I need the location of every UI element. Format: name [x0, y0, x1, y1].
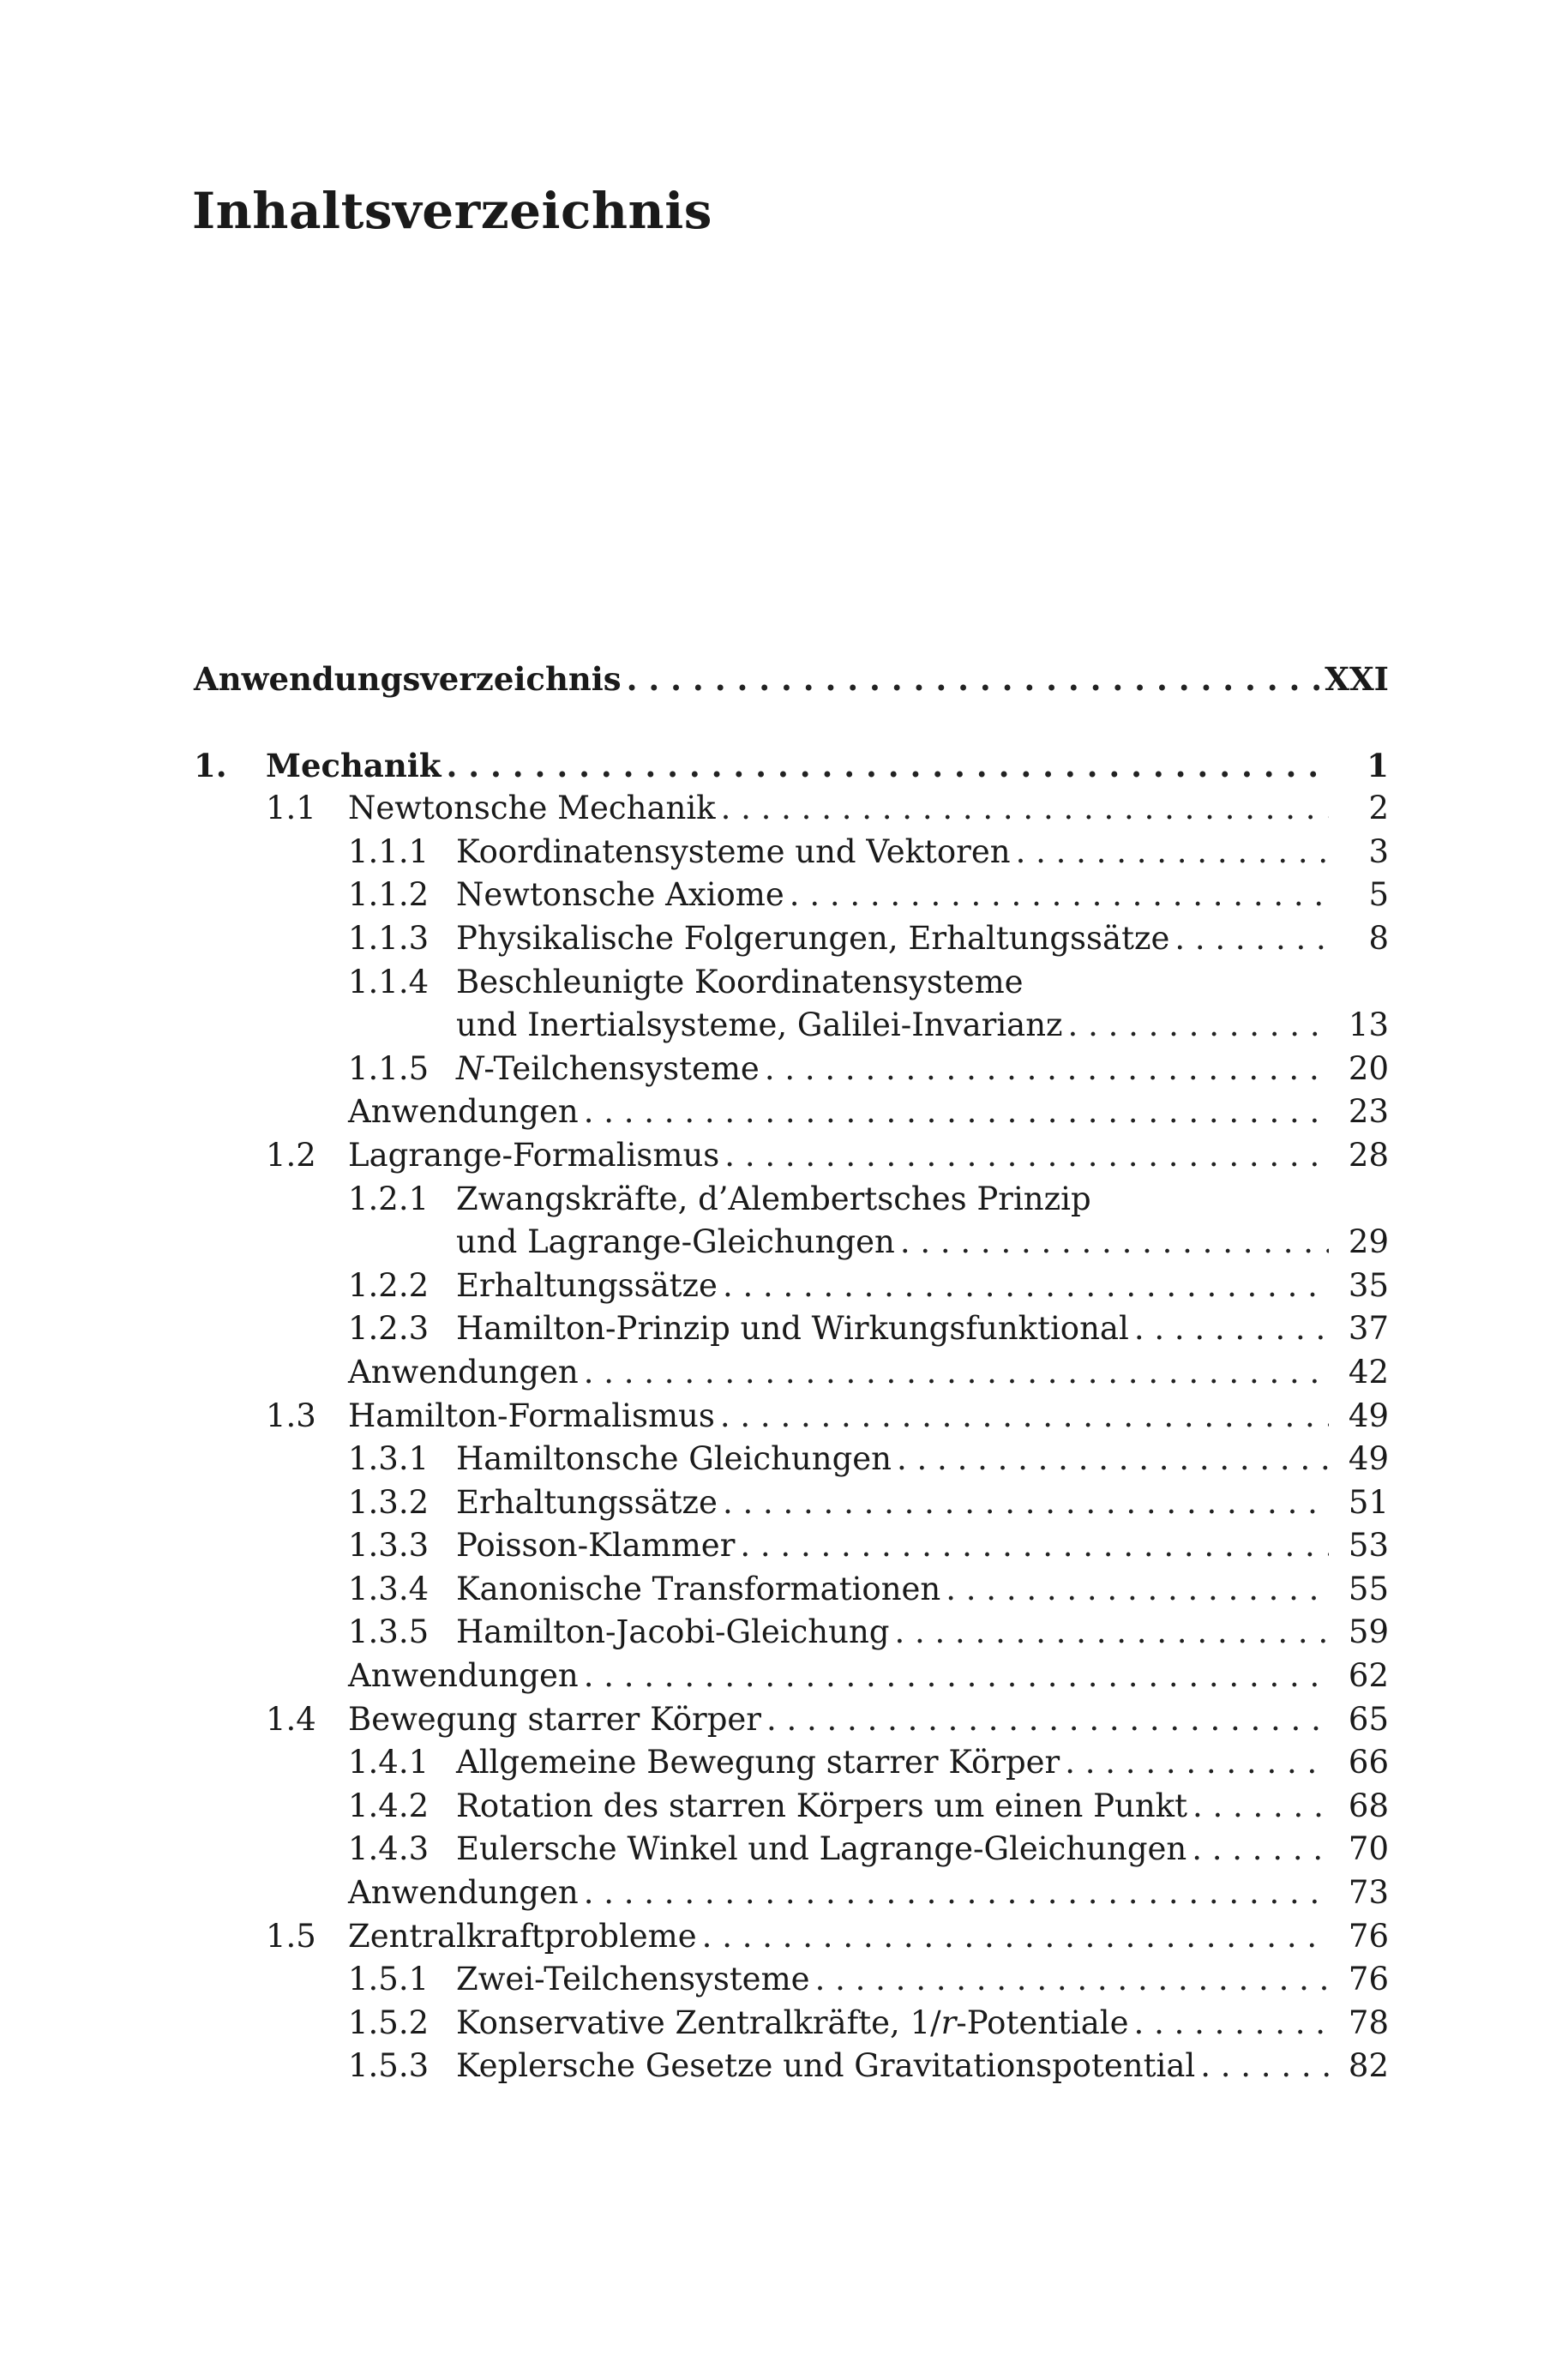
- toc-entry-number: 1.5.1: [348, 1961, 430, 1998]
- toc-entry-page-number: 49: [1348, 1397, 1389, 1434]
- toc-entry-line: [456, 1828, 1389, 1871]
- toc-entry[interactable]: [194, 961, 1389, 1005]
- dot-leader: [894, 1611, 1329, 1655]
- toc-entry[interactable]: [194, 1611, 1389, 1655]
- toc-entry-title[interactable]: Erhaltungssätze: [456, 1266, 718, 1304]
- dot-leader: [946, 1568, 1329, 1612]
- toc-entry-page-number: 65: [1348, 1700, 1389, 1738]
- toc-entry[interactable]: [194, 1741, 1389, 1785]
- dot-leader: [1193, 1785, 1329, 1829]
- toc-entry[interactable]: [194, 1134, 1389, 1178]
- toc-entry-line: [456, 1785, 1389, 1829]
- toc-entry-page-number: 2: [1368, 790, 1389, 827]
- dot-leader: [1065, 1741, 1329, 1785]
- dot-leader: [702, 1915, 1329, 1959]
- toc-entry-title[interactable]: Anwendungen: [348, 1353, 579, 1391]
- toc-entry[interactable]: [194, 1524, 1389, 1568]
- toc-entry-page-number: 13: [1348, 1006, 1389, 1044]
- toc-entry-page-number: 66: [1348, 1744, 1389, 1781]
- dot-leader: [720, 1395, 1329, 1439]
- toc-entry-title[interactable]: und Lagrange-Gleichungen: [456, 1223, 895, 1261]
- toc-entry-number: 1.2.2: [348, 1266, 430, 1304]
- toc-entry-number: 1.: [194, 746, 227, 784]
- toc-entry-number: 1.2.1: [348, 1180, 430, 1217]
- toc-entry-page-number: 70: [1348, 1830, 1389, 1868]
- toc-entry-line: [348, 1915, 1389, 1959]
- toc-entry-page-number: 37: [1348, 1310, 1389, 1348]
- toc-entry-page-number: 73: [1348, 1874, 1389, 1912]
- toc-entry-page-number: 3: [1368, 832, 1389, 870]
- toc-entry-number: 1.1: [266, 790, 316, 827]
- dot-leader: [584, 1090, 1329, 1134]
- toc-entry-page-number: 28: [1348, 1136, 1389, 1174]
- toc-entry-title[interactable]: Rotation des starren Körpers um einen Punkt: [456, 1787, 1187, 1824]
- toc-entry-line: [456, 1958, 1389, 2002]
- dot-leader: [1200, 2045, 1329, 2088]
- toc-entry-page-number: 1: [1367, 746, 1389, 784]
- dot-leader: [584, 1655, 1329, 1698]
- toc-entry-number: 1.3.2: [348, 1483, 430, 1521]
- toc-entry-title[interactable]: Koordinatensysteme und Vektoren: [456, 832, 1011, 870]
- toc-entry-title[interactable]: Anwendungen: [348, 1874, 579, 1912]
- dot-leader: [721, 787, 1329, 831]
- toc-entry[interactable]: [194, 1395, 1389, 1439]
- toc-entry-title[interactable]: Anwendungen: [348, 1093, 579, 1131]
- toc-entry[interactable]: [194, 1178, 1389, 1222]
- page-title: Inhaltsverzeichnis: [192, 182, 712, 240]
- dot-leader: [723, 1481, 1329, 1525]
- toc-entry-page-number: 5: [1368, 876, 1389, 914]
- toc-entry[interactable]: [194, 1871, 1389, 1915]
- dot-leader: [584, 1871, 1329, 1915]
- toc-entry[interactable]: [194, 1655, 1389, 1698]
- toc-entry[interactable]: [194, 1958, 1389, 2002]
- toc-entry-line: [456, 1048, 1389, 1091]
- toc-entry-line: [348, 787, 1389, 831]
- toc-entry-line: [456, 1307, 1389, 1351]
- toc-entry-page-number: 35: [1348, 1266, 1389, 1304]
- toc-entry-line: [456, 1568, 1389, 1612]
- toc-entry-title[interactable]: Poisson-Klammer: [456, 1527, 736, 1565]
- toc-entry-number: 1.1.5: [348, 1049, 430, 1087]
- toc-entry-title[interactable]: Kanonische Transformationen: [456, 1570, 941, 1607]
- toc-entry-title[interactable]: Zwei-Teilchensysteme: [456, 1961, 810, 1998]
- toc-entry-title[interactable]: und Inertialsysteme, Galilei-Invarianz: [456, 1006, 1063, 1044]
- dot-leader: [1134, 2002, 1329, 2046]
- toc-entry-line: [456, 2045, 1389, 2088]
- toc-entry-page-number: 23: [1348, 1093, 1389, 1131]
- toc-entry-line: [456, 1611, 1389, 1655]
- toc-entry-number: 1.3.1: [348, 1440, 430, 1478]
- toc-entry[interactable]: [194, 2002, 1389, 2046]
- dot-leader: [1016, 831, 1329, 874]
- toc-entry-page-number: 49: [1348, 1440, 1389, 1478]
- toc-entry[interactable]: [194, 1785, 1389, 1829]
- toc-entry-number: 1.4.2: [348, 1787, 430, 1824]
- dot-leader: [766, 1698, 1329, 1742]
- toc-entry-line: [456, 831, 1389, 874]
- toc-entry[interactable]: [194, 917, 1389, 961]
- dot-leader: [584, 1351, 1329, 1395]
- toc-entry-line: [266, 744, 1389, 788]
- toc-entry-title[interactable]: Hamilton-Jacobi-Gleichung: [456, 1613, 890, 1651]
- dot-leader: [900, 1221, 1329, 1265]
- toc-entry-line: [456, 2002, 1389, 2046]
- toc-entry-page-number: 62: [1348, 1657, 1389, 1695]
- toc-entry-title[interactable]: Zwangskräfte, d’Alembertsches Prinzip: [456, 1180, 1091, 1217]
- toc-entry[interactable]: [194, 1048, 1389, 1091]
- toc-entry-title[interactable]: Zentralkraftprobleme: [348, 1917, 697, 1955]
- toc-entry-title[interactable]: Anwendungsverzeichnis: [194, 660, 622, 698]
- toc-entry-number: 1.1.1: [348, 832, 430, 870]
- toc-entry[interactable]: [194, 1828, 1389, 1871]
- dot-leader: [790, 874, 1329, 917]
- toc-entry-line: [194, 658, 1389, 701]
- toc-entry-number: 1.4.3: [348, 1830, 430, 1868]
- toc-entry[interactable]: [194, 658, 1389, 701]
- dot-leader: [765, 1048, 1329, 1091]
- toc-entry-line: [456, 1524, 1389, 1568]
- toc-entry-title[interactable]: Bewegung starrer Körper: [348, 1700, 761, 1738]
- toc-entry-title[interactable]: Physikalische Folgerungen, Erhaltungssätze: [456, 919, 1170, 957]
- toc-entry-number: 1.3.4: [348, 1570, 430, 1607]
- toc-entry-page-number: 8: [1368, 919, 1389, 957]
- toc-entry-number: 1.5.2: [348, 2004, 430, 2041]
- dot-leader: [724, 1134, 1329, 1178]
- toc-entry-page-number: 78: [1348, 2004, 1389, 2041]
- dot-leader: [627, 658, 1322, 701]
- toc-entry-number: 1.4.1: [348, 1744, 430, 1781]
- toc-entry[interactable]: [194, 831, 1389, 874]
- dot-leader: [1068, 1004, 1329, 1048]
- toc-entry-line: [456, 917, 1389, 961]
- toc-entry[interactable]: [194, 1004, 1389, 1048]
- toc-entry[interactable]: [194, 1307, 1389, 1351]
- toc-entry[interactable]: [194, 1265, 1389, 1308]
- toc-entry-title[interactable]: Hamilton-Formalismus: [348, 1397, 715, 1434]
- toc-entry-line: [348, 1351, 1389, 1395]
- toc-entry-page-number: 76: [1348, 1917, 1389, 1955]
- dot-leader: [1192, 1828, 1329, 1871]
- toc-entry[interactable]: [194, 787, 1389, 831]
- toc-entry-page-number: 42: [1348, 1353, 1389, 1391]
- toc-entry-title[interactable]: Konservative Zentralkräfte, 1/r-Potentiale: [456, 2004, 1129, 2041]
- toc-entry-title[interactable]: Newtonsche Axiome: [456, 876, 784, 914]
- toc-entry-page-number: 68: [1348, 1787, 1389, 1824]
- toc-entry-page-number: 59: [1348, 1613, 1389, 1651]
- dot-leader: [723, 1265, 1329, 1308]
- toc-entry[interactable]: [194, 1915, 1389, 1959]
- toc-entry-line: [456, 1178, 1389, 1222]
- toc-entry[interactable]: [194, 874, 1389, 917]
- toc-entry-title[interactable]: Lagrange-Formalismus: [348, 1136, 720, 1174]
- toc-entry-line: [348, 1698, 1389, 1742]
- toc-entry-title[interactable]: Beschleunigte Koordinatensysteme: [456, 963, 1024, 1000]
- toc-entry[interactable]: [194, 2045, 1389, 2088]
- toc-entry-number: 1.1.4: [348, 963, 430, 1000]
- toc-entry-number: 1.3.3: [348, 1527, 430, 1565]
- toc-entry-title[interactable]: Keplersche Gesetze und Gravitationspotential: [456, 2047, 1196, 2085]
- toc-entry-line: [348, 1871, 1389, 1915]
- dot-leader: [1174, 917, 1329, 961]
- toc-entry-number: 1.2: [266, 1136, 316, 1174]
- toc-entry-title[interactable]: Anwendungen: [348, 1657, 579, 1695]
- toc-entry[interactable]: [194, 1698, 1389, 1742]
- toc-entry-number: 1.5.3: [348, 2047, 430, 2085]
- dot-leader: [740, 1524, 1329, 1568]
- toc-entry-number: 1.1.2: [348, 876, 430, 914]
- toc-entry-number: 1.4: [266, 1700, 316, 1738]
- toc-entry-number: 1.2.3: [348, 1310, 430, 1348]
- dot-leader: [897, 1438, 1329, 1481]
- toc-entry-line: [456, 1265, 1389, 1308]
- toc-entry-number: 1.5: [266, 1917, 316, 1955]
- toc-entry-title[interactable]: Hamilton-Prinzip und Wirkungsfunktional: [456, 1310, 1129, 1348]
- toc-entry-line: [348, 1090, 1389, 1134]
- toc-entry-page-number: 20: [1348, 1049, 1389, 1087]
- toc-entry-page-number: 29: [1348, 1223, 1389, 1261]
- table-of-contents: [194, 658, 1389, 2088]
- toc-entry-title[interactable]: Allgemeine Bewegung starrer Körper: [456, 1744, 1060, 1781]
- toc-entry-number: 1.1.3: [348, 919, 430, 957]
- toc-entry-line: [456, 1221, 1389, 1265]
- toc-entry-line: [456, 1481, 1389, 1525]
- toc-entry[interactable]: [194, 1481, 1389, 1525]
- toc-entry-title[interactable]: Newtonsche Mechanik: [348, 790, 716, 827]
- toc-entry-line: [456, 1741, 1389, 1785]
- toc-entry-page-number: 53: [1348, 1527, 1389, 1565]
- toc-entry-title[interactable]: Hamiltonsche Gleichungen: [456, 1440, 892, 1478]
- toc-entry-line: [456, 1004, 1389, 1048]
- toc-entry[interactable]: [194, 1221, 1389, 1265]
- toc-entry-line: [348, 1134, 1389, 1178]
- toc-entry[interactable]: [194, 1568, 1389, 1612]
- toc-entry[interactable]: [194, 1438, 1389, 1481]
- toc-entry-title[interactable]: Mechanik: [266, 746, 442, 784]
- toc-entry-page-number: 82: [1348, 2047, 1389, 2085]
- toc-entry-page-number: XXI: [1325, 660, 1389, 698]
- dot-leader: [1134, 1307, 1329, 1351]
- toc-entry-line: [456, 1438, 1389, 1481]
- toc-entry-title[interactable]: Eulersche Winkel und Lagrange-Gleichungen: [456, 1830, 1187, 1868]
- toc-entry-line: [348, 1395, 1389, 1439]
- toc-entry-page-number: 51: [1348, 1483, 1389, 1521]
- toc-entry-line: [456, 874, 1389, 917]
- toc-entry[interactable]: [194, 744, 1389, 788]
- toc-entry-page-number: 76: [1348, 1961, 1389, 1998]
- toc-entry-title[interactable]: Erhaltungssätze: [456, 1483, 718, 1521]
- toc-entry-page-number: 55: [1348, 1570, 1389, 1607]
- toc-entry-number: 1.3: [266, 1397, 316, 1434]
- dot-leader: [447, 744, 1330, 788]
- toc-entry[interactable]: [194, 1090, 1389, 1134]
- toc-entry[interactable]: [194, 1351, 1389, 1395]
- toc-entry-line: [348, 1655, 1389, 1698]
- toc-entry-line: [456, 961, 1389, 1005]
- dot-leader: [815, 1958, 1329, 2002]
- toc-entry-number: 1.3.5: [348, 1613, 430, 1651]
- toc-entry-title[interactable]: N-Teilchensysteme: [456, 1049, 760, 1087]
